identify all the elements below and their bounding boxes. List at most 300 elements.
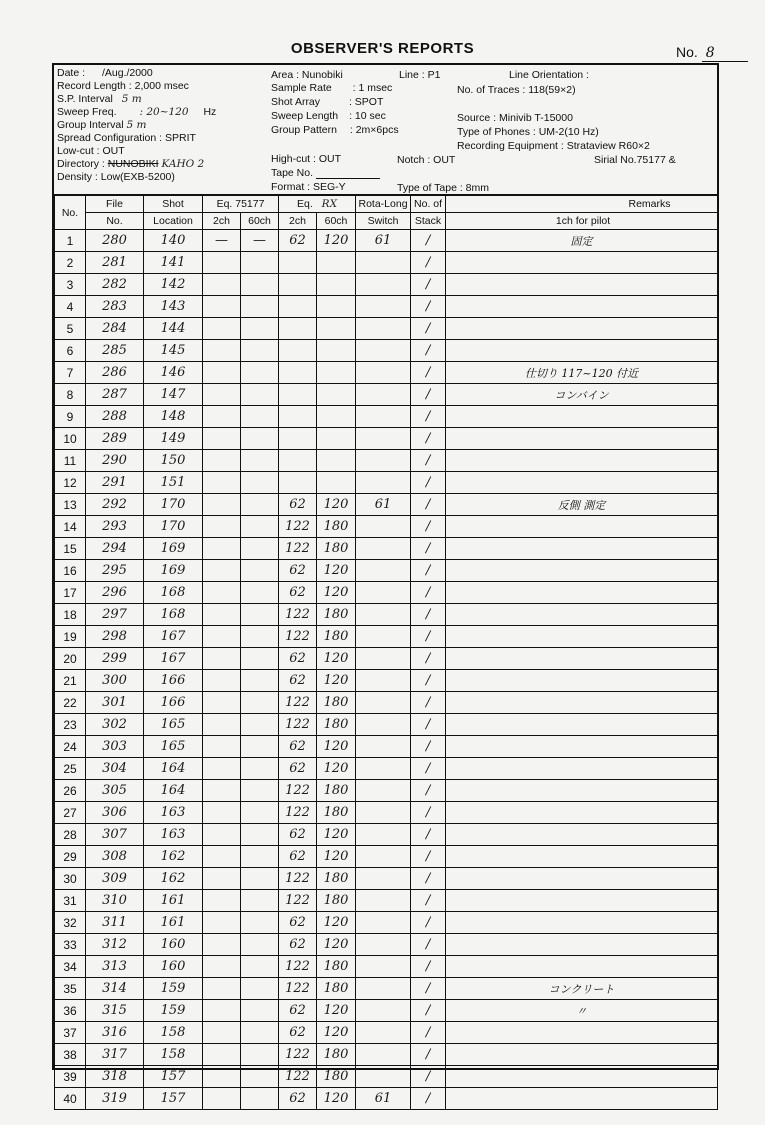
- row-number: 34: [55, 956, 86, 978]
- rota-long-switch-value: 61: [356, 1088, 411, 1110]
- rota-long-switch-value: [356, 802, 411, 824]
- file-number: 304: [86, 758, 144, 780]
- sweep-length-field: [271, 110, 386, 122]
- remarks-value: [446, 626, 718, 648]
- eq2-2ch-value: 62: [279, 736, 317, 758]
- eq2-2ch-value: 122: [279, 780, 317, 802]
- row-number: 5: [55, 318, 86, 340]
- eq1-2ch-value: [203, 824, 241, 846]
- directory-struck-value: NUNOBIKI: [107, 158, 159, 170]
- rota-long-switch-value: [356, 912, 411, 934]
- eq1-2ch-value: [203, 802, 241, 824]
- file-number: 313: [86, 956, 144, 978]
- row-number: 40: [55, 1088, 86, 1110]
- eq1-60ch-value: [241, 274, 279, 296]
- eq2-2ch-value: 122: [279, 1044, 317, 1066]
- eq1-2ch-value: —: [203, 230, 241, 252]
- remarks-value: コンクリート: [446, 978, 718, 1000]
- shot-location: 143: [144, 296, 203, 318]
- high-cut: High-cut : OUT: [271, 153, 342, 165]
- eq1-60ch-value: [241, 252, 279, 274]
- eq2-60ch-value: 120: [317, 1088, 356, 1110]
- shot-location: 169: [144, 560, 203, 582]
- record-length-value: 2,000 msec: [134, 80, 189, 92]
- remarks-value: [446, 274, 718, 296]
- eq1-2ch-value: [203, 934, 241, 956]
- date-field: [57, 67, 153, 79]
- eq2-60ch-value: 120: [317, 846, 356, 868]
- eq1-60ch-value: [241, 648, 279, 670]
- stack-value: /: [411, 934, 446, 956]
- eq2-2ch-value: 122: [279, 802, 317, 824]
- rota-long-switch-value: [356, 428, 411, 450]
- remarks-value: [446, 538, 718, 560]
- stack-value: /: [411, 296, 446, 318]
- col-eq1-header: Eq. 75177: [203, 196, 279, 213]
- remarks-value: [446, 472, 718, 494]
- col-file-header: File: [86, 196, 144, 213]
- remarks-value: [446, 560, 718, 582]
- eq2-2ch-value: 62: [279, 560, 317, 582]
- row-number: 22: [55, 692, 86, 714]
- eq2-2ch-value: [279, 252, 317, 274]
- sweep-length-label: Sweep Length: [271, 110, 339, 122]
- row-number: 16: [55, 560, 86, 582]
- rota-long-switch-value: [356, 384, 411, 406]
- eq2-2ch-value: [279, 406, 317, 428]
- stack-value: /: [411, 274, 446, 296]
- remarks-value: [446, 1044, 718, 1066]
- eq1-60ch-value: [241, 868, 279, 890]
- type-of-phones: Type of Phones : UM-2(10 Hz): [457, 126, 599, 138]
- report-sheet: [52, 63, 719, 1106]
- rota-long-switch-value: [356, 670, 411, 692]
- sweep-length-value: : 10 sec: [349, 110, 386, 122]
- stack-value: /: [411, 912, 446, 934]
- remarks-value: [446, 1088, 718, 1110]
- rota-long-switch-value: [356, 714, 411, 736]
- line-orientation: Line Orientation :: [509, 69, 589, 81]
- group-pattern-label: Group Pattern: [271, 124, 337, 136]
- row-number: 11: [55, 450, 86, 472]
- rota-long-switch-value: [356, 340, 411, 362]
- eq2-2ch-value: [279, 318, 317, 340]
- eq1-2ch-value: [203, 714, 241, 736]
- stack-value: /: [411, 384, 446, 406]
- rota-long-switch-value: [356, 758, 411, 780]
- tape-no-field: [271, 167, 380, 179]
- eq1-60ch-value: [241, 846, 279, 868]
- row-number: 7: [55, 362, 86, 384]
- eq2-60ch-value: 120: [317, 1022, 356, 1044]
- table-row: [55, 824, 718, 846]
- eq1-2ch-value: [203, 340, 241, 362]
- file-number: 314: [86, 978, 144, 1000]
- row-number: 15: [55, 538, 86, 560]
- table-row: [55, 714, 718, 736]
- file-number: 282: [86, 274, 144, 296]
- eq2-60ch-value: 180: [317, 1066, 356, 1088]
- table-row: [55, 934, 718, 956]
- shot-location: 163: [144, 824, 203, 846]
- col-eq2-header: [279, 196, 356, 213]
- shot-location: 147: [144, 384, 203, 406]
- eq2-60ch-value: 120: [317, 824, 356, 846]
- eq1-60ch-value: [241, 670, 279, 692]
- eq1-2ch-value: [203, 912, 241, 934]
- row-number: 37: [55, 1022, 86, 1044]
- eq2-60ch-value: 180: [317, 956, 356, 978]
- density: Density : Low(EXB-5200): [57, 171, 175, 183]
- eq1-60ch-value: [241, 1000, 279, 1022]
- shot-location: 159: [144, 1000, 203, 1022]
- eq2-2ch-value: 62: [279, 1000, 317, 1022]
- type-of-tape: Type of Tape : 8mm: [397, 182, 490, 194]
- shot-location: 140: [144, 230, 203, 252]
- eq1-60ch-value: [241, 582, 279, 604]
- eq2-2ch-value: [279, 296, 317, 318]
- remarks-value: [446, 714, 718, 736]
- table-row: [55, 582, 718, 604]
- file-number: 283: [86, 296, 144, 318]
- eq2-60ch-value: 120: [317, 670, 356, 692]
- stack-value: /: [411, 670, 446, 692]
- file-number: 285: [86, 340, 144, 362]
- eq2-60ch-value: [317, 450, 356, 472]
- table-row: [55, 516, 718, 538]
- row-number: 4: [55, 296, 86, 318]
- eq2-2ch-value: 122: [279, 692, 317, 714]
- stack-value: /: [411, 406, 446, 428]
- rota-long-switch-value: [356, 934, 411, 956]
- shot-location: 166: [144, 670, 203, 692]
- eq1-2ch-value: [203, 1000, 241, 1022]
- eq2-60ch-value: 180: [317, 538, 356, 560]
- col-rota-header: Rota-Long: [356, 196, 411, 213]
- col-eq2-handwritten: RX: [321, 198, 338, 210]
- shot-location: 142: [144, 274, 203, 296]
- remarks-value: 〃: [446, 1000, 718, 1022]
- eq1-2ch-value: [203, 1088, 241, 1110]
- file-number: 288: [86, 406, 144, 428]
- row-number: 32: [55, 912, 86, 934]
- eq1-60ch-value: [241, 912, 279, 934]
- eq1-60ch-value: [241, 1022, 279, 1044]
- row-number: 14: [55, 516, 86, 538]
- shot-location: 162: [144, 868, 203, 890]
- rota-long-switch-value: [356, 648, 411, 670]
- no-of-traces: No. of Traces : 118(59×2): [457, 84, 576, 96]
- rota-long-switch-value: [356, 296, 411, 318]
- remarks-value: [446, 956, 718, 978]
- file-number: 298: [86, 626, 144, 648]
- rota-long-switch-value: [356, 956, 411, 978]
- table-row: [55, 450, 718, 472]
- table-row: [55, 626, 718, 648]
- directory-field: [57, 158, 204, 170]
- eq2-60ch-value: 180: [317, 516, 356, 538]
- rota-long-switch-value: [356, 846, 411, 868]
- file-number: 319: [86, 1088, 144, 1110]
- table-row: [55, 890, 718, 912]
- date-value: /Aug./2000: [101, 67, 153, 79]
- eq1-60ch-value: [241, 956, 279, 978]
- rota-long-switch-value: [356, 318, 411, 340]
- eq2-2ch-value: 122: [279, 604, 317, 626]
- file-number: 305: [86, 780, 144, 802]
- shot-location: 163: [144, 802, 203, 824]
- table-row: [55, 362, 718, 384]
- eq2-60ch-value: 180: [317, 626, 356, 648]
- remarks-value: コンバイン: [446, 384, 718, 406]
- eq2-2ch-value: [279, 472, 317, 494]
- sweep-freq-field: [57, 106, 216, 118]
- table-row: [55, 1044, 718, 1066]
- row-number: 23: [55, 714, 86, 736]
- eq1-60ch-value: [241, 1088, 279, 1110]
- eq1-2ch-value: [203, 384, 241, 406]
- shot-location: 146: [144, 362, 203, 384]
- spread-config: Spread Configuration : SPRIT: [57, 132, 196, 144]
- eq2-60ch-value: [317, 362, 356, 384]
- shot-location: 166: [144, 692, 203, 714]
- shot-location: 141: [144, 252, 203, 274]
- shot-location: 167: [144, 626, 203, 648]
- stack-value: /: [411, 714, 446, 736]
- eq1-60ch-value: [241, 494, 279, 516]
- rota-long-switch-value: [356, 274, 411, 296]
- eq2-60ch-value: 120: [317, 758, 356, 780]
- stack-value: /: [411, 230, 446, 252]
- table-row: [55, 538, 718, 560]
- rota-long-switch-value: [356, 516, 411, 538]
- table-row: [55, 340, 718, 362]
- remarks-value: [446, 406, 718, 428]
- remarks-value: [446, 824, 718, 846]
- eq2-60ch-value: [317, 428, 356, 450]
- shot-log-table: [54, 195, 718, 1110]
- eq2-60ch-value: 180: [317, 604, 356, 626]
- shot-array-field: [271, 96, 383, 108]
- eq1-60ch-value: [241, 714, 279, 736]
- file-number: 295: [86, 560, 144, 582]
- eq2-2ch-value: 62: [279, 648, 317, 670]
- row-number: 2: [55, 252, 86, 274]
- file-number: 300: [86, 670, 144, 692]
- file-number: 302: [86, 714, 144, 736]
- shot-array-value: : SPOT: [348, 96, 384, 108]
- file-number: 281: [86, 252, 144, 274]
- rota-long-switch-value: [356, 626, 411, 648]
- file-number: 294: [86, 538, 144, 560]
- file-number: 280: [86, 230, 144, 252]
- sp-interval-value: 5 m: [121, 93, 142, 105]
- group-interval-label: Group Interval: [57, 119, 124, 131]
- stack-value: /: [411, 494, 446, 516]
- file-number: 308: [86, 846, 144, 868]
- row-number: 27: [55, 802, 86, 824]
- eq2-2ch-value: 122: [279, 538, 317, 560]
- table-row: [55, 978, 718, 1000]
- stack-value: /: [411, 780, 446, 802]
- eq2-2ch-value: 122: [279, 626, 317, 648]
- file-number: 309: [86, 868, 144, 890]
- table-row: [55, 912, 718, 934]
- rota-long-switch-value: [356, 736, 411, 758]
- eq2-60ch-value: [317, 472, 356, 494]
- eq2-60ch-value: 180: [317, 714, 356, 736]
- eq1-2ch-value: [203, 318, 241, 340]
- directory-value: KAHO 2: [161, 158, 205, 170]
- notch: Notch : OUT: [397, 154, 456, 166]
- eq1-60ch-value: [241, 538, 279, 560]
- rota-long-switch-value: [356, 538, 411, 560]
- shot-location: 170: [144, 516, 203, 538]
- eq2-2ch-value: 62: [279, 582, 317, 604]
- row-number: 33: [55, 934, 86, 956]
- report-number: [676, 44, 748, 62]
- remarks-value: 反側 測定: [446, 494, 718, 516]
- remarks-value: [446, 1066, 718, 1088]
- eq1-60ch-value: [241, 450, 279, 472]
- eq1-60ch-value: [241, 340, 279, 362]
- eq1-2ch-value: [203, 736, 241, 758]
- eq2-60ch-value: 180: [317, 802, 356, 824]
- row-number: 17: [55, 582, 86, 604]
- file-number: 291: [86, 472, 144, 494]
- eq2-2ch-value: 122: [279, 978, 317, 1000]
- file-number: 315: [86, 1000, 144, 1022]
- sweep-freq-value: : 20~120: [139, 106, 189, 118]
- shot-location: 149: [144, 428, 203, 450]
- col-remarks-label: Remarks: [628, 198, 671, 210]
- eq1-60ch-value: [241, 780, 279, 802]
- eq1-2ch-value: [203, 758, 241, 780]
- shot-location: 167: [144, 648, 203, 670]
- stack-value: /: [411, 340, 446, 362]
- eq1-2ch-value: [203, 296, 241, 318]
- file-number: 318: [86, 1066, 144, 1088]
- line: Line : P1: [399, 69, 441, 81]
- eq1-2ch-value: [203, 1044, 241, 1066]
- eq2-60ch-value: [317, 340, 356, 362]
- row-number: 26: [55, 780, 86, 802]
- col-pilot-subheader: [446, 213, 718, 230]
- stack-value: /: [411, 516, 446, 538]
- area: Area : Nunobiki: [271, 69, 343, 81]
- shot-location: 157: [144, 1066, 203, 1088]
- rota-long-switch-value: [356, 582, 411, 604]
- file-number: 317: [86, 1044, 144, 1066]
- rota-long-switch-value: [356, 450, 411, 472]
- remarks-value: [446, 1022, 718, 1044]
- format: Format : SEG-Y: [271, 181, 346, 193]
- report-number-value: 8: [702, 45, 748, 62]
- report-number-label: No.: [676, 44, 698, 60]
- table-row: [55, 560, 718, 582]
- row-number: 3: [55, 274, 86, 296]
- eq2-2ch-value: 62: [279, 934, 317, 956]
- shot-location: 164: [144, 758, 203, 780]
- row-number: 1: [55, 230, 86, 252]
- stack-value: /: [411, 824, 446, 846]
- remarks-value: [446, 516, 718, 538]
- file-number: 296: [86, 582, 144, 604]
- shot-location: 165: [144, 736, 203, 758]
- shot-location: 170: [144, 494, 203, 516]
- eq1-2ch-value: [203, 428, 241, 450]
- stack-value: /: [411, 868, 446, 890]
- eq1-60ch-value: [241, 736, 279, 758]
- remarks-value: [446, 450, 718, 472]
- eq2-60ch-value: 120: [317, 1000, 356, 1022]
- eq2-60ch-value: 180: [317, 868, 356, 890]
- rota-long-switch-value: [356, 406, 411, 428]
- row-number: 35: [55, 978, 86, 1000]
- row-number: 20: [55, 648, 86, 670]
- stack-value: /: [411, 538, 446, 560]
- stack-value: /: [411, 956, 446, 978]
- record-length-label: Record Length :: [57, 80, 132, 92]
- eq2-60ch-value: [317, 384, 356, 406]
- sp-interval-label: S.P. Interval: [57, 93, 113, 105]
- eq2-60ch-value: 120: [317, 934, 356, 956]
- remarks-value: [446, 648, 718, 670]
- eq2-60ch-value: 180: [317, 978, 356, 1000]
- stack-value: /: [411, 802, 446, 824]
- table-row: [55, 1022, 718, 1044]
- file-number: 311: [86, 912, 144, 934]
- eq2-60ch-value: 180: [317, 890, 356, 912]
- shot-location: 148: [144, 406, 203, 428]
- eq2-2ch-value: [279, 428, 317, 450]
- stack-value: /: [411, 428, 446, 450]
- stack-value: /: [411, 582, 446, 604]
- eq2-60ch-value: 180: [317, 692, 356, 714]
- record-length-field: [57, 80, 189, 92]
- rota-long-switch-value: [356, 824, 411, 846]
- row-number: 36: [55, 1000, 86, 1022]
- eq1-2ch-value: [203, 780, 241, 802]
- remarks-value: [446, 868, 718, 890]
- shot-log-body: [55, 230, 718, 1110]
- stack-value: /: [411, 626, 446, 648]
- shot-location: 168: [144, 604, 203, 626]
- eq2-2ch-value: [279, 384, 317, 406]
- stack-value: /: [411, 692, 446, 714]
- eq1-2ch-value: [203, 472, 241, 494]
- stack-value: /: [411, 758, 446, 780]
- shot-location: 162: [144, 846, 203, 868]
- tape-no-label: Tape No.: [271, 167, 314, 179]
- recording-equipment: Recording Equipment : Strataview R60×2: [457, 140, 650, 152]
- eq1-2ch-value: [203, 406, 241, 428]
- pilot-label: 1ch for pilot: [555, 215, 611, 227]
- eq2-60ch-value: 120: [317, 230, 356, 252]
- row-number: 24: [55, 736, 86, 758]
- row-number: 39: [55, 1066, 86, 1088]
- eq1-60ch-value: [241, 626, 279, 648]
- row-number: 6: [55, 340, 86, 362]
- stack-value: /: [411, 318, 446, 340]
- eq2-60ch-value: 120: [317, 494, 356, 516]
- table-row: [55, 318, 718, 340]
- shot-location: 161: [144, 912, 203, 934]
- sweep-freq-unit: Hz: [203, 106, 217, 118]
- file-number: 286: [86, 362, 144, 384]
- stack-value: /: [411, 1088, 446, 1110]
- stack-value: /: [411, 560, 446, 582]
